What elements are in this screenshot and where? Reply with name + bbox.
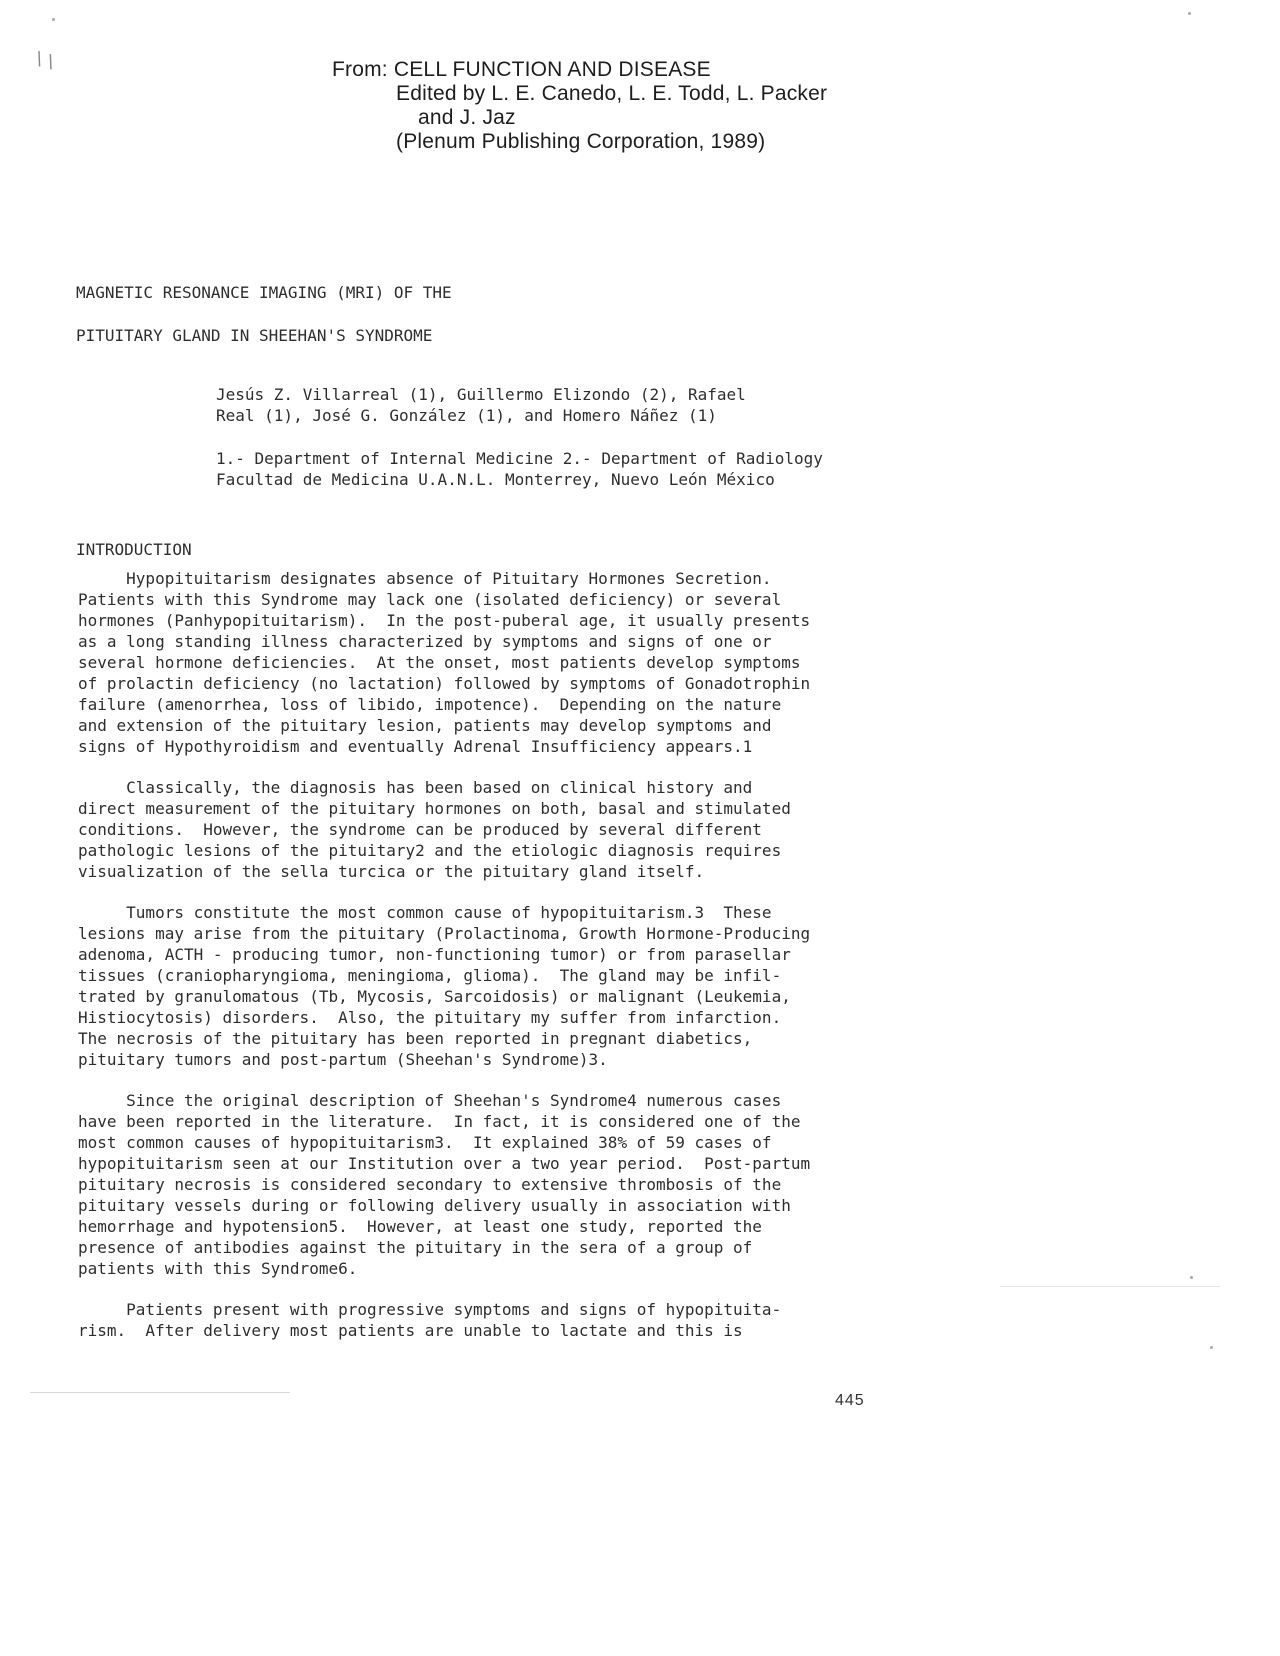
- body-line: The necrosis of the pituitary has been reported in pregnant diabetics,: [78, 1029, 753, 1048]
- body-line: Histiocytosis) disorders. Also, the pituitary my suffer from infarction.: [78, 1008, 782, 1027]
- body-line: hemorrhage and hypotension5. However, at least one study, reported the: [78, 1217, 762, 1236]
- body-line: presence of antibodies against the pituitary in the sera of a group of: [78, 1238, 753, 1257]
- body-line: hypopituitarism seen at our Institution over a two year period. Post-partum: [78, 1154, 811, 1173]
- body-paragraph: [78, 1090, 898, 1279]
- body-line: visualization of the sella turcica or the pituitary gland itself.: [78, 862, 705, 881]
- body-line: pituitary necrosis is considered secondary to extensive thrombosis of the: [78, 1175, 782, 1194]
- body-paragraph: [78, 1299, 898, 1341]
- stamp-line-editors: Edited by L. E. Canedo, L. E. Todd, L. Packer: [396, 82, 828, 105]
- body-line: pituitary tumors and post-partum (Sheehan's Syndrome)3.: [78, 1050, 608, 1069]
- affiliation-line-2: Facultad de Medicina U.A.N.L. Monterrey, Nuevo León México: [216, 470, 775, 489]
- author-line-1: Jesús Z. Villarreal (1), Guillermo Elizondo (2), Rafael: [216, 385, 746, 404]
- scan-speck: [1210, 1346, 1213, 1349]
- body-line: Since the original description of Sheehan's Syndrome4 numerous cases: [78, 1091, 782, 1110]
- source-stamp: [332, 58, 892, 154]
- body-line: Classically, the diagnosis has been based on clinical history and: [78, 778, 753, 797]
- body-line: of prolactin deficiency (no lactation) followed by symptoms of Gonadotrophin: [78, 674, 811, 693]
- body-line: hormones (Panhypopituitarism). In the post-puberal age, it usually presents: [78, 611, 811, 630]
- body-line: rism. After delivery most patients are unable to lactate and this is: [78, 1321, 743, 1340]
- page-number: 445: [835, 1392, 865, 1409]
- body-line: patients with this Syndrome6.: [78, 1259, 358, 1278]
- scan-speck: [52, 18, 55, 21]
- body-line: trated by granulomatous (Tb, Mycosis, Sarcoidosis) or malignant (Leukemia,: [78, 987, 791, 1006]
- body-line: lesions may arise from the pituitary (Prolactinoma, Growth Hormone-Producing: [78, 924, 811, 943]
- body-line: Hypopituitarism designates absence of Pituitary Hormones Secretion.: [78, 569, 772, 588]
- body-paragraph: [78, 777, 898, 882]
- body-line: pituitary vessels during or following delivery usually in association with: [78, 1196, 791, 1215]
- body-line: Patients with this Syndrome may lack one (isolated deficiency) or several: [78, 590, 782, 609]
- affiliation-block: [216, 448, 916, 490]
- author-list: [216, 384, 916, 426]
- body-paragraph: [78, 568, 898, 757]
- paper-title-line-1: MAGNETIC RESONANCE IMAGING (MRI) OF THE: [76, 283, 452, 302]
- body-line: have been reported in the literature. In fact, it is considered one of the: [78, 1112, 801, 1131]
- margin-pen-mark: \ \: [33, 48, 57, 73]
- body-text: [78, 568, 898, 1361]
- section-heading: INTRODUCTION: [76, 540, 192, 559]
- author-line-2: Real (1), José G. González (1), and Homero Náñez (1): [216, 406, 717, 425]
- body-paragraph: [78, 902, 898, 1070]
- body-line: signs of Hypothyroidism and eventually Adrenal Insufficiency appears.1: [78, 737, 753, 756]
- paper-title-line-2: PITUITARY GLAND IN SHEEHAN'S SYNDROME: [76, 326, 433, 345]
- scan-rule-right: [1000, 1286, 1220, 1287]
- body-line: adenoma, ACTH - producing tumor, non-functioning tumor) or from parasellar: [78, 945, 791, 964]
- body-line: Patients present with progressive symptoms and signs of hypopituita-: [78, 1300, 782, 1319]
- body-line: failure (amenorrhea, loss of libido, impotence). Depending on the nature: [78, 695, 782, 714]
- body-line: most common causes of hypopituitarism3. It explained 38% of 59 cases of: [78, 1133, 772, 1152]
- body-line: Tumors constitute the most common cause of hypopituitarism.3 These: [78, 903, 772, 922]
- body-line: several hormone deficiencies. At the onset, most patients develop symptoms: [78, 653, 801, 672]
- scan-speck: [1188, 12, 1191, 15]
- body-line: pathologic lesions of the pituitary2 and the etiologic diagnosis requires: [78, 841, 782, 860]
- affiliation-line-1: 1.- Department of Internal Medicine 2.- Department of Radiology: [216, 449, 823, 468]
- body-line: and extension of the pituitary lesion, patients may develop symptoms and: [78, 716, 772, 735]
- body-line: direct measurement of the pituitary hormones on both, basal and stimulated: [78, 799, 791, 818]
- stamp-line-publisher: (Plenum Publishing Corporation, 1989): [396, 130, 766, 153]
- stamp-line-source: From: CELL FUNCTION AND DISEASE: [332, 58, 711, 81]
- scan-speck: [1190, 1276, 1193, 1279]
- body-line: tissues (craniopharyngioma, meningioma, glioma). The gland may be infil-: [78, 966, 782, 985]
- body-line: conditions. However, the syndrome can be produced by several different: [78, 820, 762, 839]
- body-line: as a long standing illness characterized by symptoms and signs of one or: [78, 632, 772, 651]
- stamp-line-editors-cont: and J. Jaz: [418, 106, 516, 129]
- scan-rule-bottom: [30, 1392, 290, 1393]
